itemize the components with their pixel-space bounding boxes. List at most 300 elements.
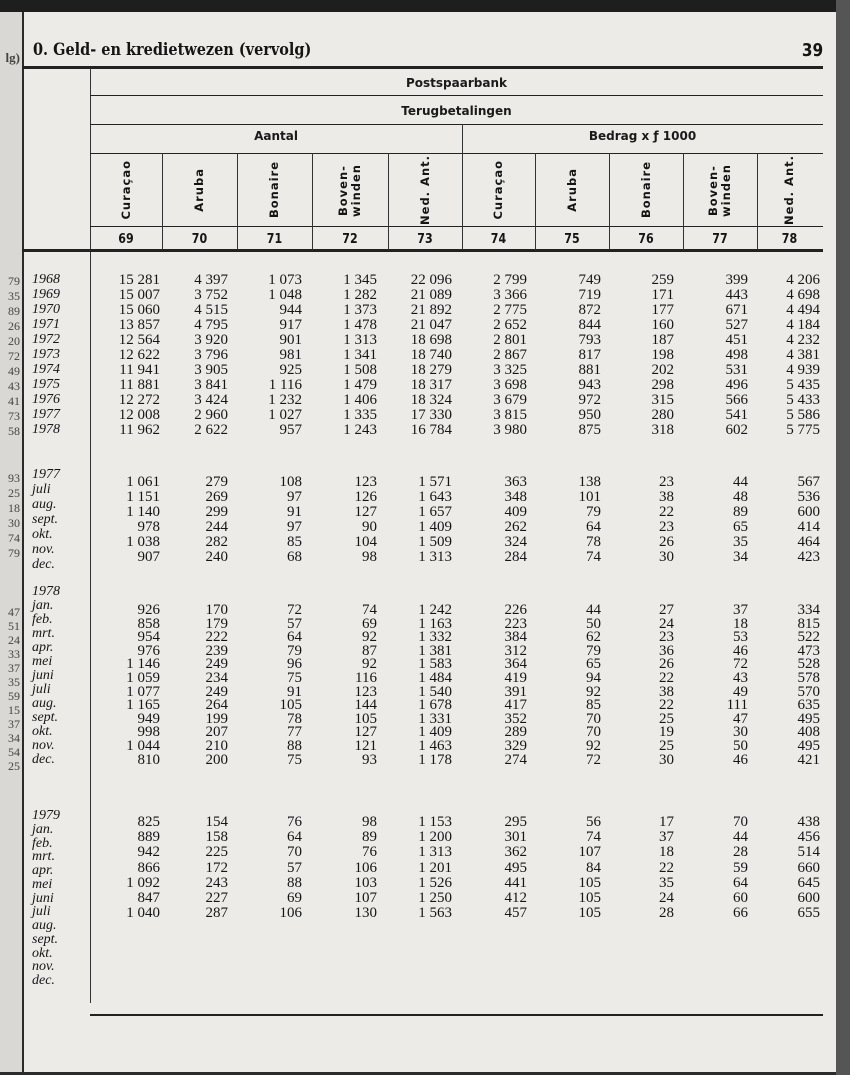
table-cell: 301 — [504, 829, 527, 846]
table-cell: 5 586 — [786, 407, 820, 423]
table-cell: 88 — [287, 738, 302, 754]
table-cell: 199 — [205, 710, 228, 727]
table-cell: 3 905 — [194, 362, 228, 378]
previous-page-number: 74 — [8, 531, 20, 545]
previous-page-number: 47 — [8, 605, 20, 619]
row-label: mei — [32, 654, 53, 669]
table-cell: 473 — [797, 642, 820, 659]
header-bottom-rule — [22, 249, 823, 252]
table-cell: 566 — [725, 392, 748, 408]
row-label: dec. — [32, 557, 55, 572]
header-bedrag: Bedrag x ƒ 1000 — [588, 129, 697, 143]
row-label: 1977 — [32, 407, 60, 422]
table-cell: 1 146 — [126, 656, 160, 673]
table-cell: 274 — [504, 751, 527, 768]
row-label: mrt. — [32, 626, 55, 641]
table-cell: 352 — [504, 710, 527, 727]
header-top-rule — [22, 66, 823, 69]
table-cell: 1 341 — [343, 347, 377, 363]
table-cell: 106 — [279, 905, 302, 922]
table-cell: 810 — [137, 751, 160, 768]
table-cell: 1 657 — [418, 504, 452, 520]
table-cell: 226 — [504, 602, 527, 618]
table-cell: 1 583 — [418, 656, 452, 673]
table-cell: 287 — [205, 905, 228, 922]
table-cell: 18 698 — [410, 332, 452, 348]
table-cell: 1 282 — [343, 287, 377, 303]
table-cell: 92 — [586, 738, 601, 754]
table-cell: 4 381 — [786, 347, 820, 363]
table-cell: 98 — [362, 549, 377, 565]
table-cell: 1 061 — [126, 474, 160, 490]
table-cell: 105 — [578, 874, 601, 891]
table-cell: 43 — [733, 670, 748, 686]
table-cell: 179 — [205, 615, 228, 632]
table-cell: 56 — [586, 814, 601, 830]
table-cell: 105 — [578, 905, 601, 922]
table-cell: 1 563 — [418, 905, 452, 922]
table-cell: 408 — [797, 724, 820, 741]
table-cell: 105 — [279, 697, 302, 714]
table-cell: 1 250 — [418, 890, 452, 906]
row-label: 1975 — [32, 377, 60, 392]
table-cell: 76 — [287, 814, 302, 830]
row-label: 1978 — [32, 584, 60, 599]
table-cell: 38 — [659, 489, 674, 505]
previous-page-number: 41 — [8, 394, 20, 408]
table-cell: 18 — [659, 844, 674, 861]
column-header — [609, 156, 683, 224]
table-cell: 4 795 — [194, 317, 228, 333]
table-cell: 22 — [659, 859, 674, 876]
table-cell: 399 — [725, 272, 748, 288]
table-cell: 2 775 — [493, 302, 527, 318]
table-cell: 3 815 — [493, 407, 527, 423]
table-cell: 578 — [797, 670, 820, 686]
table-cell: 1 643 — [418, 489, 452, 505]
table-cell: 1 526 — [418, 874, 452, 891]
row-label: aug. — [32, 918, 57, 933]
table-cell: 76 — [362, 844, 377, 861]
table-cell: 17 — [659, 814, 674, 830]
table-cell: 1 484 — [418, 670, 452, 686]
table-cell: 72 — [733, 656, 748, 673]
table-cell: 1 059 — [126, 670, 160, 686]
table-cell: 64 — [586, 519, 601, 535]
table-cell: 943 — [578, 377, 601, 393]
table-cell: 24 — [659, 890, 674, 906]
table-cell: 318 — [651, 422, 674, 438]
table-cell: 44 — [733, 829, 748, 846]
table-cell: 2 960 — [194, 407, 228, 423]
table-cell: 68 — [287, 549, 302, 565]
table-cell: 69 — [287, 890, 302, 906]
table-cell: 284 — [504, 549, 527, 565]
column-header — [90, 156, 162, 224]
table-cell: 101 — [578, 489, 601, 505]
table-cell: 944 — [279, 302, 302, 318]
table-cell: 1 335 — [343, 407, 377, 423]
table-cell: 269 — [205, 489, 228, 505]
table-cell: 225 — [205, 844, 228, 861]
table-cell: 107 — [354, 890, 377, 906]
table-cell: 249 — [205, 656, 228, 673]
table-cell: 1 116 — [268, 377, 302, 393]
table-cell: 130 — [354, 905, 377, 922]
table-cell: 514 — [797, 844, 820, 861]
table-cell: 1 571 — [418, 474, 452, 490]
table-cell: 89 — [733, 504, 748, 520]
table-cell: 144 — [354, 697, 377, 714]
row-label: sept. — [32, 710, 59, 725]
table-cell: 1 332 — [418, 629, 452, 646]
table-cell: 1 027 — [268, 407, 302, 423]
table-cell: 22 — [659, 670, 674, 686]
column-number: 73 — [417, 232, 433, 247]
table-cell: 817 — [578, 347, 601, 363]
table-cell: 451 — [725, 332, 748, 348]
previous-page-number: 24 — [8, 633, 20, 647]
rule — [90, 226, 823, 227]
table-cell: 4 184 — [786, 317, 820, 333]
table-cell: 1 163 — [418, 615, 452, 632]
previous-page-number: 58 — [8, 424, 20, 438]
table-cell: 1 077 — [126, 683, 160, 700]
table-cell: 107 — [578, 844, 601, 861]
table-cell: 64 — [287, 829, 302, 846]
table-cell: 749 — [578, 272, 601, 288]
table-cell: 1 038 — [126, 534, 160, 550]
table-cell: 4 939 — [786, 362, 820, 378]
table-cell: 1 165 — [126, 697, 160, 714]
table-cell: 1 478 — [343, 317, 377, 333]
row-label: 1969 — [32, 287, 60, 302]
previous-page-number: 72 — [8, 349, 20, 363]
table-cell: 645 — [797, 874, 820, 891]
table-cell: 423 — [797, 549, 820, 565]
table-cell: 457 — [504, 905, 527, 922]
column-header — [237, 156, 312, 224]
table-cell: 103 — [354, 874, 377, 891]
column-header — [683, 156, 757, 224]
row-label: sept. — [32, 931, 59, 947]
table-cell: 719 — [578, 287, 601, 303]
table-cell: 324 — [504, 534, 527, 550]
table-cell: 26 — [659, 656, 674, 673]
column-header — [535, 156, 609, 224]
table-cell: 19 — [659, 724, 674, 741]
row-label: 1971 — [32, 317, 60, 332]
table-cell: 1 508 — [343, 362, 377, 378]
table-cell: 531 — [725, 362, 748, 378]
previous-page-number: 79 — [8, 274, 20, 288]
table-cell: 65 — [586, 656, 601, 673]
table-cell: 1 153 — [418, 814, 452, 830]
previous-page-number: 26 — [8, 319, 20, 333]
column-number: 78 — [781, 232, 798, 247]
table-cell: 1 313 — [418, 549, 452, 565]
table-cell: 70 — [586, 710, 601, 727]
table-cell: 1 178 — [418, 751, 452, 768]
table-cell: 998 — [137, 724, 160, 741]
table-cell: 57 — [287, 615, 302, 632]
table-cell: 222 — [205, 629, 228, 646]
row-label: juni — [32, 668, 54, 683]
table-cell: 295 — [504, 814, 527, 830]
table-cell: 91 — [287, 504, 302, 520]
previous-page-number: 93 — [8, 471, 20, 485]
table-cell: 3 752 — [194, 287, 228, 303]
table-cell: 1 073 — [268, 272, 302, 288]
row-label: juni — [32, 890, 54, 906]
table-cell: 23 — [659, 629, 674, 646]
table-cell: 62 — [586, 629, 601, 646]
table-cell: 348 — [504, 489, 527, 505]
table-cell: 655 — [797, 905, 820, 922]
table-cell: 942 — [137, 844, 160, 861]
column-header-label: Boven- winden — [336, 163, 363, 217]
column-header-label: Ned. Ant. — [782, 155, 796, 225]
table-cell: 25 — [659, 738, 674, 754]
table-cell: 498 — [725, 347, 748, 363]
table-cell: 15 281 — [118, 272, 160, 288]
table-cell: 46 — [733, 642, 748, 659]
previous-page-number: 43 — [8, 379, 20, 393]
previous-page-edge — [0, 12, 22, 1072]
row-label: nov. — [32, 738, 55, 753]
table-cell: 2 801 — [493, 332, 527, 348]
table-cell: 243 — [205, 874, 228, 891]
table-cell: 170 — [205, 602, 228, 618]
row-label: apr. — [32, 640, 54, 655]
column-header-label: Aruba — [192, 168, 206, 212]
table-cell: 75 — [287, 751, 302, 768]
table-cell: 981 — [279, 347, 302, 363]
column-number: 77 — [712, 232, 728, 247]
previous-page-number: 18 — [8, 501, 20, 515]
row-label: sept. — [32, 512, 59, 527]
table-cell: 160 — [651, 317, 674, 333]
table-cell: 1 409 — [418, 519, 452, 535]
scan-top-border — [0, 0, 850, 12]
table-cell: 889 — [137, 829, 160, 846]
table-cell: 97 — [287, 489, 302, 505]
table-cell: 1 243 — [343, 422, 377, 438]
previous-page-number: 25 — [8, 486, 20, 500]
row-label: 1979 — [32, 808, 60, 823]
table-cell: 495 — [797, 738, 820, 754]
table-cell: 1 509 — [418, 534, 452, 550]
table-cell: 177 — [651, 302, 674, 318]
table-cell: 84 — [586, 859, 601, 876]
table-cell: 22 096 — [410, 272, 452, 288]
previous-page-number: 37 — [8, 661, 20, 675]
table-cell: 4 232 — [786, 332, 820, 348]
table-cell: 1 381 — [418, 642, 452, 659]
table-cell: 1 200 — [418, 829, 452, 846]
table-cell: 65 — [733, 519, 748, 535]
page-number: 39 — [801, 40, 824, 61]
table-cell: 21 047 — [410, 317, 452, 333]
table-cell: 3 920 — [194, 332, 228, 348]
row-label: 1976 — [32, 392, 60, 407]
table-cell: 15 060 — [118, 302, 160, 318]
table-cell: 793 — [578, 332, 601, 348]
table-cell: 600 — [797, 890, 820, 906]
table-cell: 858 — [137, 615, 160, 632]
table-cell: 972 — [578, 392, 601, 408]
table-cell: 187 — [651, 332, 674, 348]
table-cell: 312 — [504, 642, 527, 659]
table-cell: 69 — [362, 615, 377, 632]
table-cell: 600 — [797, 504, 820, 520]
column-header-label: Ned. Ant. — [417, 155, 432, 225]
table-cell: 907 — [137, 549, 160, 565]
table-cell: 23 — [659, 519, 674, 535]
table-cell: 815 — [797, 615, 820, 632]
table-cell: 59 — [733, 859, 748, 876]
table-cell: 104 — [354, 534, 377, 550]
table-cell: 23 — [659, 474, 674, 490]
previous-page-number: 89 — [8, 304, 20, 318]
row-label: 1968 — [32, 272, 60, 287]
table-cell: 123 — [354, 474, 377, 490]
table-cell: 70 — [586, 724, 601, 741]
table-cell: 602 — [725, 422, 748, 438]
row-label: aug. — [32, 696, 57, 711]
column-header — [462, 156, 535, 224]
table-cell: 1 678 — [418, 697, 452, 714]
table-cell: 443 — [725, 287, 748, 303]
table-cell: 207 — [205, 724, 228, 741]
table-cell: 3 679 — [493, 392, 527, 408]
table-cell: 105 — [354, 710, 377, 727]
table-cell: 3 841 — [194, 377, 228, 393]
table-cell: 1 313 — [343, 332, 377, 348]
table-cell: 94 — [586, 670, 601, 686]
table-cell: 280 — [651, 407, 674, 423]
table-cell: 926 — [137, 602, 160, 618]
previous-page-number: 34 — [8, 731, 20, 745]
table-cell: 92 — [586, 683, 601, 700]
table-cell: 46 — [733, 751, 748, 768]
table-cell: 87 — [362, 642, 377, 659]
column-number: 75 — [564, 232, 580, 247]
table-cell: 79 — [586, 504, 601, 520]
table-cell: 27 — [659, 602, 674, 618]
table-cell: 37 — [659, 829, 674, 846]
table-cell: 949 — [137, 710, 160, 727]
table-cell: 5 433 — [786, 392, 820, 408]
table-cell: 12 564 — [118, 332, 160, 348]
table-cell: 978 — [137, 519, 160, 535]
column-number: 69 — [118, 232, 134, 247]
table-cell: 1 479 — [343, 377, 377, 393]
table-cell: 412 — [504, 890, 527, 906]
table-cell: 12 622 — [118, 347, 160, 363]
table-cell: 901 — [279, 332, 302, 348]
table-cell: 264 — [205, 697, 228, 714]
table-cell: 866 — [137, 859, 160, 876]
table-cell: 1 040 — [126, 905, 160, 922]
table-cell: 1 373 — [343, 302, 377, 318]
rule — [90, 95, 823, 96]
column-header-label: Bonaire — [638, 161, 653, 219]
row-label: jan. — [32, 821, 54, 837]
row-label: 1977 — [32, 467, 60, 482]
column-header-label: Curaçao — [118, 160, 133, 220]
row-label: feb. — [32, 835, 53, 851]
previous-page-number: 54 — [8, 745, 20, 759]
table-cell: 464 — [797, 534, 820, 550]
table-cell: 5 435 — [786, 377, 820, 393]
table-cell: 96 — [287, 656, 302, 673]
row-label: nov. — [32, 959, 55, 975]
page-title: 0. Geld- en kredietwezen (vervolg) — [33, 40, 312, 60]
table-cell: 421 — [797, 751, 820, 768]
column-number: 72 — [342, 232, 358, 247]
table-cell: 4 515 — [194, 302, 228, 318]
rule — [462, 124, 463, 154]
table-cell: 15 007 — [118, 287, 160, 303]
previous-page-number: 73 — [8, 409, 20, 423]
column-header-label: Boven- winden — [706, 163, 733, 217]
table-cell: 3 366 — [493, 287, 527, 303]
rule — [90, 124, 823, 125]
column-number: 70 — [191, 232, 208, 247]
table-cell: 315 — [651, 392, 674, 408]
table-cell: 1 409 — [418, 724, 452, 741]
table-cell: 954 — [137, 629, 160, 646]
table-cell: 97 — [287, 519, 302, 535]
table-cell: 227 — [205, 890, 228, 906]
table-cell: 4 698 — [786, 287, 820, 303]
row-label: okt. — [32, 724, 53, 739]
table-cell: 66 — [733, 905, 748, 922]
table-cell: 12 008 — [118, 407, 160, 423]
row-label: okt. — [32, 945, 53, 961]
book-spine-edge — [836, 0, 850, 1075]
table-cell: 1 345 — [343, 272, 377, 288]
table-cell: 1 463 — [418, 738, 452, 754]
table-cell: 77 — [287, 724, 302, 741]
table-cell: 127 — [354, 504, 377, 520]
header-aantal: Aantal — [254, 129, 298, 143]
column-header — [757, 156, 822, 224]
row-label: dec. — [32, 752, 55, 767]
table-cell: 106 — [354, 859, 377, 876]
table-cell: 4 397 — [194, 272, 228, 288]
table-cell: 28 — [659, 905, 674, 922]
row-label: 1974 — [32, 362, 60, 377]
previous-page-number: 79 — [8, 546, 20, 560]
table-cell: 299 — [205, 504, 228, 520]
table-cell: 11 881 — [119, 377, 160, 393]
table-cell: 660 — [797, 859, 820, 876]
table-cell: 210 — [205, 738, 228, 754]
table-cell: 138 — [578, 474, 601, 490]
table-cell: 37 — [733, 602, 748, 618]
table-cell: 105 — [578, 890, 601, 906]
table-cell: 154 — [205, 814, 228, 830]
table-cell: 4 494 — [786, 302, 820, 318]
table-cell: 22 — [659, 697, 674, 714]
table-cell: 11 941 — [119, 362, 160, 378]
table-cell: 671 — [725, 302, 748, 318]
row-label: feb. — [32, 612, 53, 627]
table-cell: 198 — [651, 347, 674, 363]
table-cell: 2 622 — [194, 422, 228, 438]
